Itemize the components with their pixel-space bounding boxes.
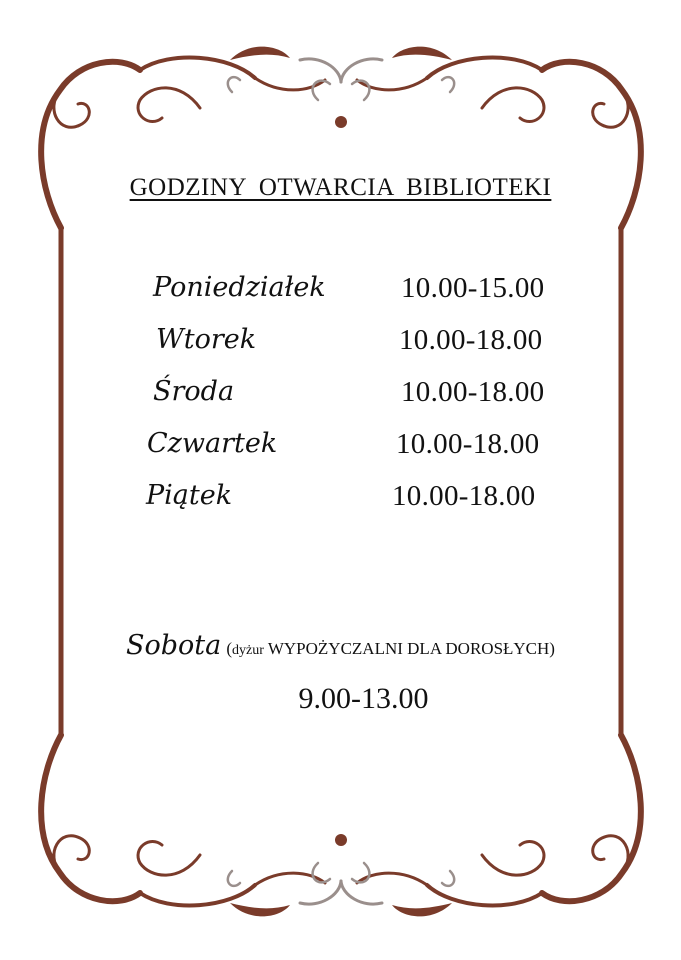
saturday-note: WYPOŻYCZALNI DLA DOROSŁYCH) [263, 639, 555, 658]
day-label-wednesday: Środa [153, 376, 235, 407]
day-label-monday: Poniedziałek [153, 272, 326, 303]
hours-monday: 10.00-15.00 [401, 272, 545, 304]
saturday-line [0, 630, 681, 661]
hours-tuesday: 10.00-18.00 [399, 324, 543, 356]
hours-wednesday: 10.00-18.00 [401, 376, 545, 408]
saturday-note-open: ( [226, 639, 233, 658]
day-label-saturday: Sobota [126, 630, 222, 661]
day-label-thursday: Czwartek [147, 428, 278, 459]
hours-thursday: 10.00-18.00 [396, 428, 540, 460]
hours-saturday: 9.00-13.00 [298, 682, 429, 715]
hours-friday: 10.00-18.00 [392, 480, 536, 512]
page-title: GODZINY OTWARCIA BIBLIOTEKI [129, 174, 552, 201]
day-label-friday: Piątek [146, 480, 233, 511]
saturday-note-duty: dyżur [232, 643, 264, 658]
day-label-tuesday: Wtorek [156, 324, 257, 355]
